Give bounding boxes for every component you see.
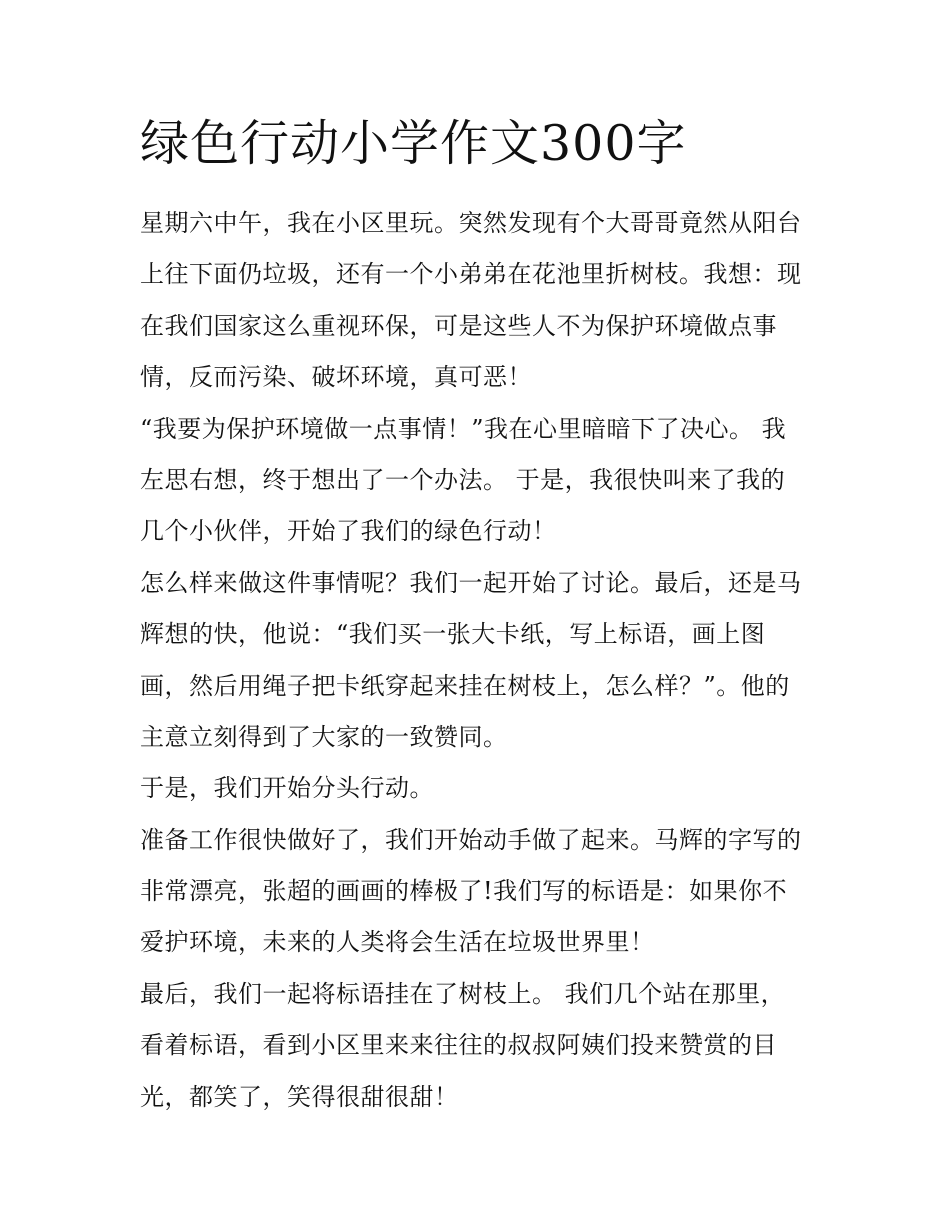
text-line: 在我们国家这么重视环保，可是这些人不为保护环境做点事 — [140, 311, 777, 340]
text-line: 最后，我们一起将标语挂在了树枝上。 我们几个站在那里， — [140, 979, 786, 1008]
text-line: 看着标语，看到小区里来来往往的叔叔阿姨们投来赞赏的目 — [140, 1031, 777, 1060]
text-line: 辉想的快，他说：“我们买一张大卡纸，写上标语，画上图 — [140, 620, 766, 649]
document-title: 绿色行动小学作文300字 — [140, 115, 687, 172]
text-line: 于是，我们开始分头行动。 — [140, 774, 434, 803]
document-body — [140, 198, 820, 1123]
text-line: 几个小伙伴，开始了我们的绿色行动！ — [140, 517, 557, 546]
text-line: 画，然后用绳子把卡纸穿起来挂在树枝上，怎么样？”。他的 — [140, 671, 790, 700]
text-line: 情，反而污染、破坏环境，真可恶！ — [140, 363, 532, 392]
text-line: “我要为保护环境做一点事情！”我在心里暗暗下了决心。 我 — [140, 414, 787, 443]
text-line: 爱护环境，未来的人类将会生活在垃圾世界里！ — [140, 928, 655, 957]
text-line: 怎么样来做这件事情呢？我们一起开始了讨论。最后，还是马 — [140, 568, 802, 597]
text-line: 主意立刻得到了大家的一致赞同。 — [140, 722, 508, 751]
text-line: 上往下面仍垃圾，还有一个小弟弟在花池里折树枝。我想：现 — [140, 260, 802, 289]
text-line: 光，都笑了，笑得很甜很甜！ — [140, 1082, 459, 1111]
text-line: 准备工作很快做好了，我们开始动手做了起来。马辉的字写的 — [140, 825, 802, 854]
text-line: 非常漂亮，张超的画画的棒极了!我们写的标语是：如果你不 — [140, 877, 788, 906]
text-line: 星期六中午，我在小区里玩。突然发现有个大哥哥竟然从阳台 — [140, 209, 802, 237]
text-line: 左思右想，终于想出了一个办法。 于是，我很快叫来了我的 — [140, 465, 786, 494]
